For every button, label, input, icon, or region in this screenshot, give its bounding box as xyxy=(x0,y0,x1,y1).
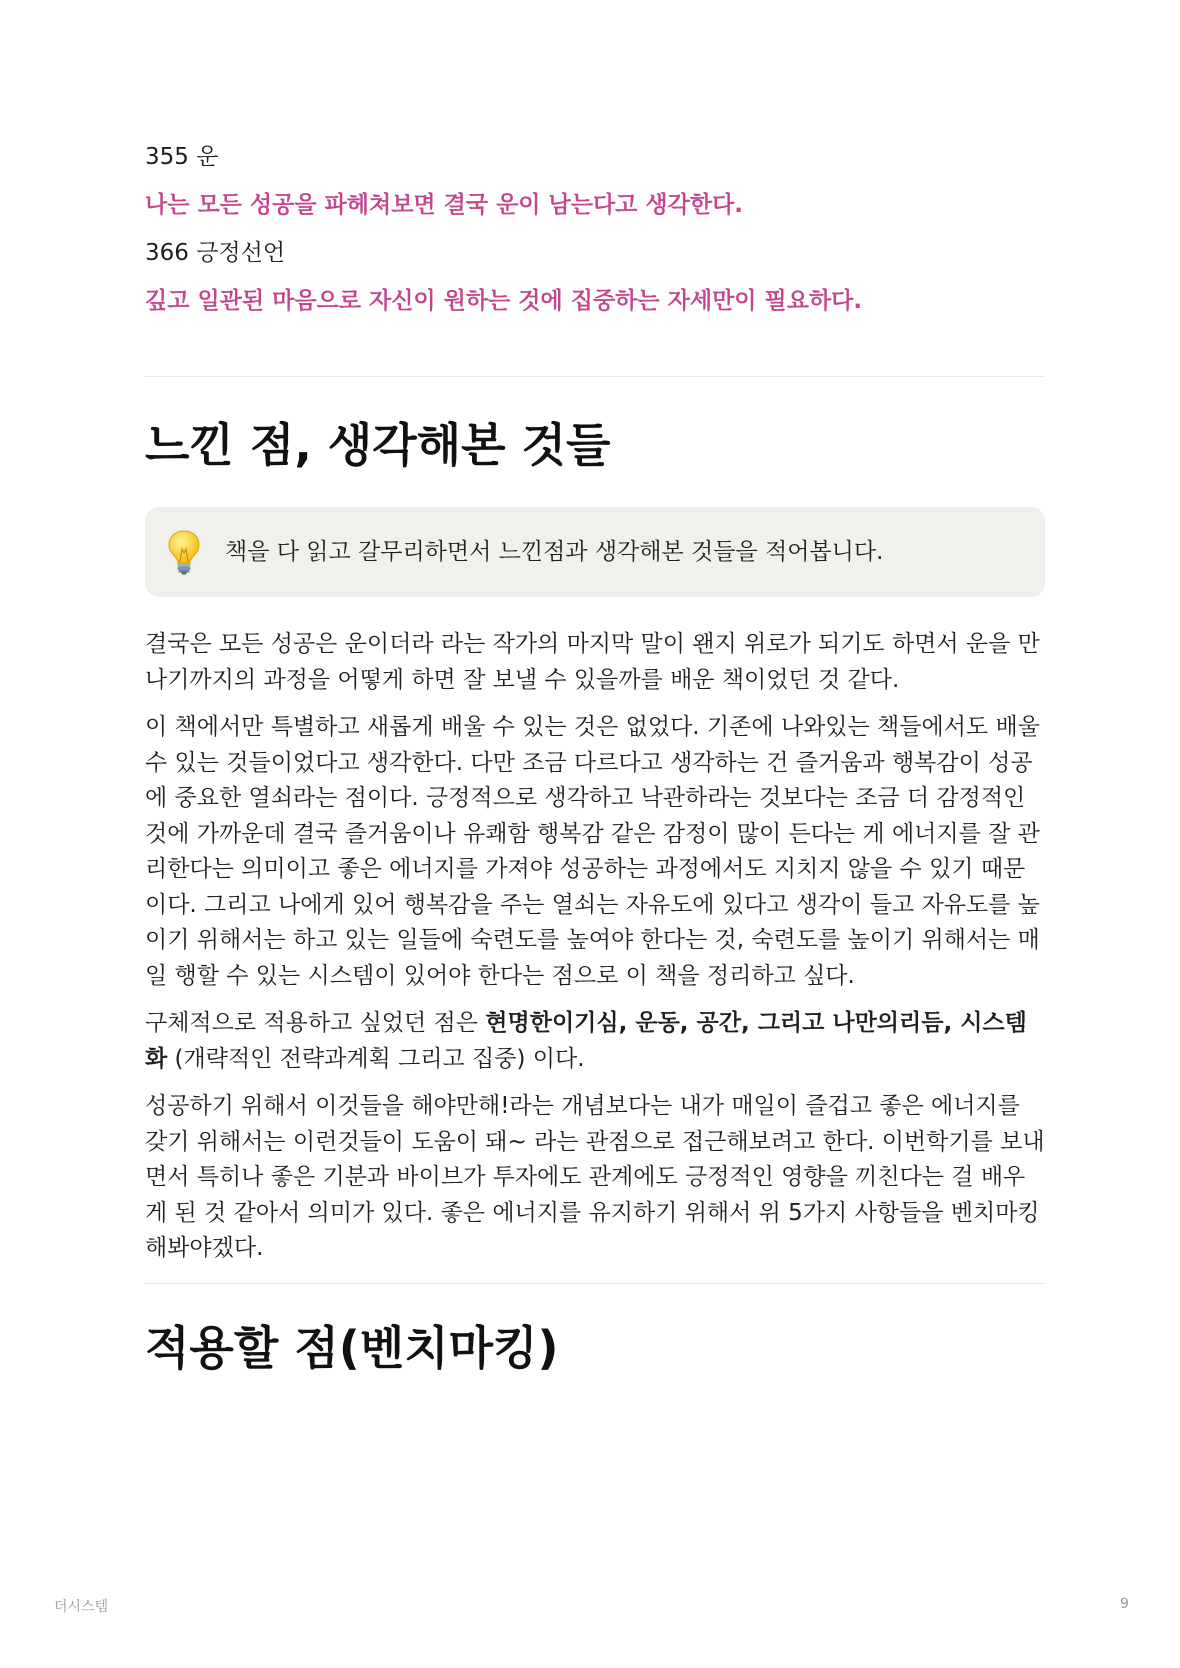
quote-ref: 355 운 xyxy=(145,144,219,170)
paragraph: 결국은 모든 성공은 운이더라 라는 작가의 마지막 말이 왠지 위로가 되기도 하면서 운을 만나기까지의 과정을 어떻게 하면 잘 보낼 수 있을까를 배운 책이었던 것 같다. xyxy=(145,631,1040,693)
paragraph xyxy=(145,1006,1045,1077)
lightbulb-icon xyxy=(167,529,201,575)
paragraph-text: (개략적인 전략과계획 그리고 집중) 이다. xyxy=(167,1045,585,1072)
quote-ref: 366 긍정선언 xyxy=(145,240,286,266)
section-heading: 느낀 점, 생각해본 것들 xyxy=(145,418,611,472)
bold-keywords: 현명한이기심, 운동, 공간, 그리고 나만의리듬, 시스템화 xyxy=(145,1010,1027,1072)
page-content xyxy=(145,140,1045,1378)
page-number: 9 xyxy=(1120,1596,1129,1612)
callout-text: 책을 다 읽고 갈무리하면서 느낀점과 생각해본 것들을 적어봅니다. xyxy=(225,539,884,565)
footer-title: 더시스템 xyxy=(54,1599,109,1615)
paragraph-text: 구체적으로 적용하고 싶었던 점은 xyxy=(145,1010,486,1036)
section-heading: 적용할 점(벤치마킹) xyxy=(145,1320,559,1375)
callout-box xyxy=(145,507,1045,597)
paragraph: 이 책에서만 특별하고 새롭게 배울 수 있는 것은 없었다. 기존에 나와있는 책들에서도 배울 수 있는 것들이었다고 생각한다. 다만 조금 다르다고 생각하는 건 즐거움과 행복감이 성공에 중요한 열쇠라는 점이다. 긍정적으로 생각하고 낙관하라는 것보다는 조금 더 감정적인 것에 가까운데 결국 즐거움이나 유쾌함 행복감 같은 감정이 많이 든다는 게 에너지를 잘 관리한다는 의미이고 좋은 에너지를 가져야 성공하는 과정에서도 지치지 않을 수 있기 때문이다. 그리고 나에게 있어 행복감을 주는 열쇠는 자유도에 있다고 생각이 들고 자유도를 높이기 위해서는 하고 있는 일들에 숙련도를 높여야 한다는 것, 숙련도를 높이기 위해서는 매일 행할 수 있는 시스템이 있어야 한다는 점으로 이 책을 정리하고 싶다. xyxy=(145,714,1040,989)
quote-text: 나는 모든 성공을 파헤쳐보면 결국 운이 남는다고 생각한다. xyxy=(145,192,744,218)
paragraph: 성공하기 위해서 이것들을 해야만해!라는 개념보다는 내가 매일이 즐겁고 좋은 에너지를 갖기 위해서는 이런것들이 도움이 돼~ 라는 관점으로 접근해보려고 한다. 이번학기를 보내면서 특히나 좋은 기분과 바이브가 투자에도 관계에도 긍정적인 영향을 끼친다는 걸 배우게 된 것 같아서 의미가 있다. 좋은 에너지를 유지하기 위해서 위 5가지 사항들을 벤치마킹해봐야겠다. xyxy=(145,1093,1045,1261)
quote-text: 깊고 일관된 마음으로 자신이 원하는 것에 집중하는 자세만이 필요하다. xyxy=(145,288,863,314)
